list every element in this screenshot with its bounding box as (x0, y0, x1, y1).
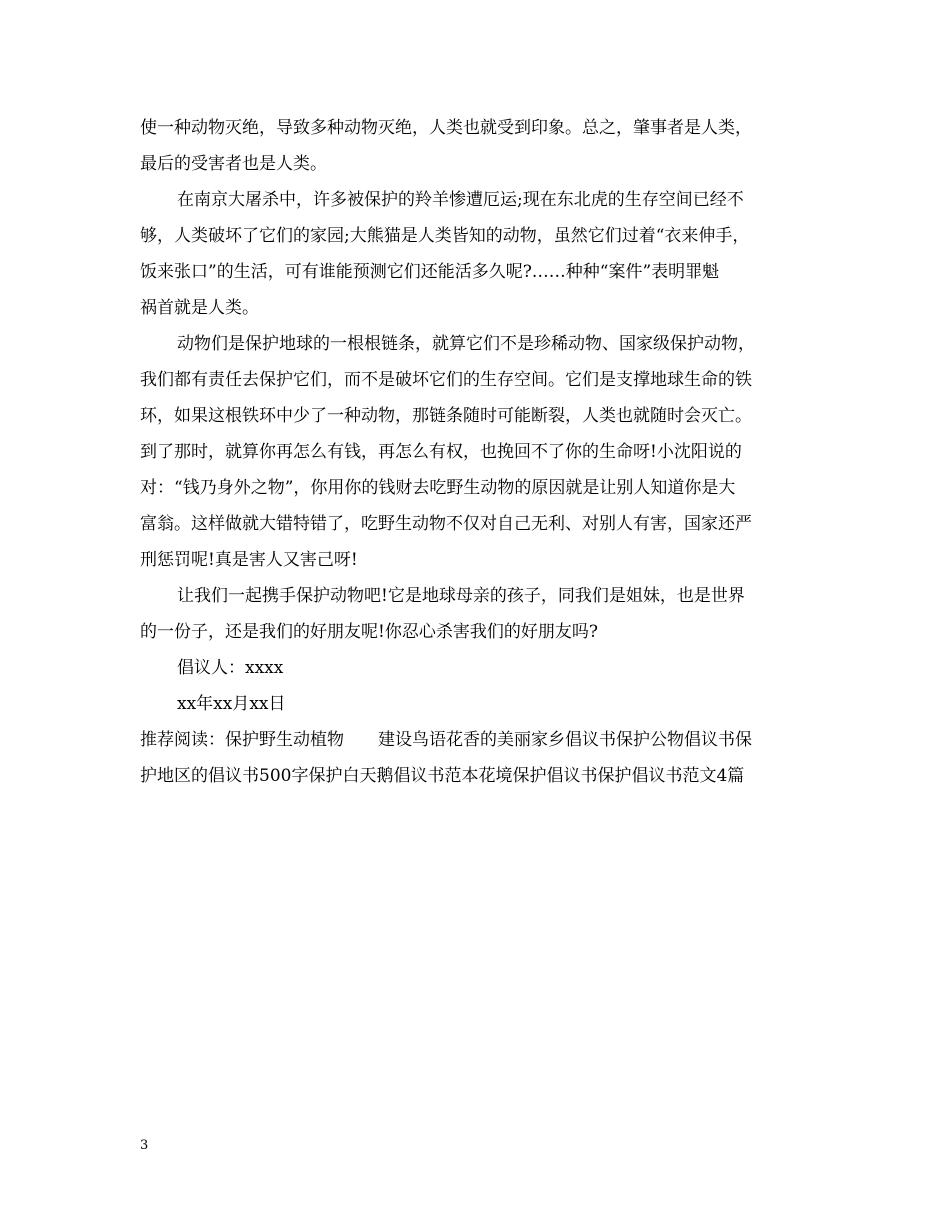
text-line: 我们都有责任去保护它们，而不是破坏它们的生存空间。它们是支撑地球生命的铁 (140, 370, 752, 390)
text-line: 到了那时，就算你再怎么有钱，再怎么有权，也挽回不了你的生命呀!小沈阳说的 (140, 442, 742, 462)
text-line: 够，人类破坏了它们的家园;大熊猫是人类皆知的动物，虽然它们过着“衣来伸手， (140, 226, 750, 246)
recommended-reading-cont: 护地区的倡议书500字保护白天鹅倡议书范本花境保护倡议书保护倡议书范文4篇 (140, 766, 745, 786)
text-line: 祸首就是人类。 (140, 298, 259, 318)
text-line: 最后的受害者也是人类。 (140, 154, 327, 174)
text-line: 的一份子，还是我们的好朋友呢!你忍心杀害我们的好朋友吗? (140, 622, 598, 642)
date-line: xx年xx月xx日 (177, 694, 286, 714)
text-line: 在南京大屠杀中，许多被保护的羚羊惨遭厄运;现在东北虎的生存空间已经不 (177, 190, 744, 210)
text-line: 刑惩罚呢!真是害人又害己呀! (140, 550, 358, 570)
text-line: 对：“钱乃身外之物”，你用你的钱财去吃野生动物的原因就是让别人知道你是大 (140, 478, 736, 498)
text-line: 使一种动物灭绝，导致多种动物灭绝，人类也就受到印象。总之，肇事者是人类， (140, 118, 752, 138)
text-line: 让我们一起携手保护动物吧!它是地球母亲的孩子，同我们是姐妹，也是世界 (177, 586, 745, 606)
signature-line: 倡议人：xxxx (177, 658, 284, 678)
text-line: 饭来张口”的生活，可有谁能预测它们还能活多久呢?……种种“案件”表明罪魁 (140, 262, 720, 282)
recommended-reading: 推荐阅读：保护野生动植物 建设鸟语花香的美丽家乡倡议书保护公物倡议书保 (140, 730, 752, 750)
text-line: 动物们是保护地球的一根根链条，就算它们不是珍稀动物、国家级保护动物， (177, 334, 755, 354)
text-line: 环，如果这根铁环中少了一种动物，那链条随时可能断裂，人类也就随时会灭亡。 (140, 406, 752, 426)
page-number: 3 (140, 1138, 149, 1153)
text-line: 富翁。这样做就大错特错了，吃野生动物不仅对自己无利、对别人有害，国家还严 (140, 514, 752, 534)
